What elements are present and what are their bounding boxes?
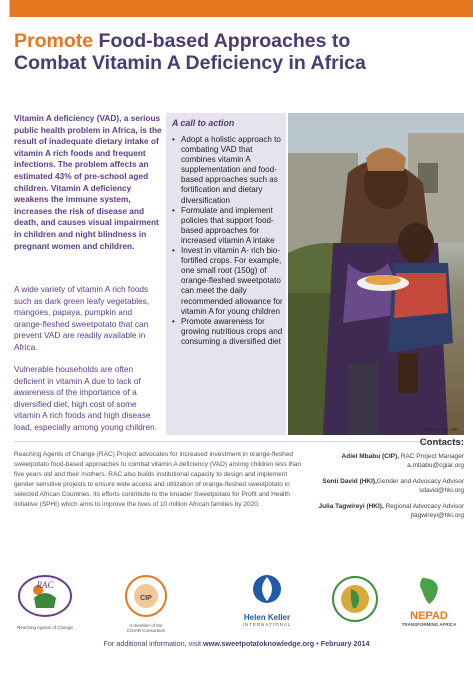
au-logo: [330, 574, 380, 629]
nepad-logo: [394, 574, 464, 627]
bullet-icon: •: [172, 135, 175, 144]
orange-header-band: [0, 0, 473, 17]
hki-logo-name: Helen Keller: [243, 613, 291, 622]
footer-link[interactable]: www.sweetpotatoknowledge.org: [203, 639, 315, 648]
top-bar: [0, 0, 473, 17]
contact-entry: [289, 502, 464, 520]
intro-paragraph: Vitamin A deficiency (VAD), a serious public health problem in Africa, is the result of inadequate dietary intake of vitamin A rich foods and frequent infections. The problem affects an estimated 43% of pre-school aged children. Vitamin A deficiency weakens the immune system, increases the risk of disease and death, and causes visual impairment in children and night blindness in pregnant women and children.: [14, 113, 162, 251]
list-item-text: Formulate and implement policies that support food-based approaches for increased vitamin A intake: [181, 205, 275, 245]
footer: [0, 636, 473, 652]
list-item-text: Adopt a holistic approach to combating VAD that combines vitamin A supplementation and food-based approaches such as fortification and dietary diversification: [181, 135, 281, 205]
title-line1: Food-based Approaches to: [93, 30, 351, 52]
cip-emblem-icon: [122, 574, 170, 618]
hki-logo-sub: INTERNATIONAL: [242, 622, 292, 627]
african-union-emblem-icon: [330, 574, 380, 624]
contact-email[interactable]: jtagwireyi@hki.org: [410, 512, 464, 519]
list-item: [171, 135, 285, 206]
nepad-africa-icon: [394, 574, 464, 606]
cip-logo-mid: CIP: [140, 595, 152, 602]
rac-logo-sub: Reaching Agents of Change: [16, 625, 74, 630]
list-item-text: Invest in vitamin A- rich bio-fortified crops. For example, one small root (150g) of orange-fleshed sweetpotato can meet the daily recommended allowance for vitamin A for young children: [181, 246, 283, 316]
contact-email[interactable]: a.mbabu@cgiar.org: [407, 462, 464, 469]
contact-role: Gender and Advocacy Advisor: [376, 478, 464, 485]
rac-description: Reaching Agents of Change (RAC) Project advocates for increased investment in orange-fleshed sweetpotato food-based approaches to combat vitamin A deficiency (VAD) among children less than five years old and their mothers. RAC also builds institutional capacity to design and implement gender sensitive projects to ensure wide access and utilization of orange-fleshed sweetpotato in selected African Countries. Its efforts contribute to the broader Sweetpotato for Profit and Health Initiative (SPHI) which aims to improve the lives of 10 million African families by 2020.: [14, 451, 302, 508]
photo-illustration: [288, 113, 464, 435]
page-title: [14, 30, 464, 74]
contact-email[interactable]: sdavid@hki.org: [419, 487, 464, 494]
nepad-logo-sub: TRANSFORMING AFRICA: [401, 622, 457, 627]
contact-role: RAC Project Manager: [398, 453, 464, 460]
bullet-icon: •: [172, 316, 175, 326]
households-paragraph: Vulnerable households are often deficient in vitamin A due to lack of awareness of the importance of a diversified diet, high cost of some vitamin A rich foods and high disease load, especially among young children.: [14, 364, 157, 432]
hki-emblem-icon: [222, 574, 312, 608]
call-to-action-list: [171, 135, 285, 347]
foods-paragraph: A wide variety of vitamin A rich foods such as dark green leafy vegetables, mangoes, papaya, pumpkin and orange-fleshed sweetpotato that can prevent VAD are readily available in Africa.: [14, 284, 150, 352]
contact-name: Sonii David (HKI),: [322, 478, 377, 485]
list-item: [171, 317, 285, 347]
bottom-bar: [0, 655, 473, 673]
cip-logo: [122, 574, 170, 633]
rac-logo: [16, 574, 74, 630]
title-line2: Combat Vitamin A Deficiency in Africa: [14, 52, 366, 74]
contact-name: Julia Tagwireyi (HKI),: [318, 503, 384, 510]
list-item: [171, 206, 285, 246]
contacts-heading: Contacts:: [419, 437, 464, 448]
contact-name: Adiel Mbabu (CIP),: [341, 453, 399, 460]
rac-emblem-icon: [16, 574, 74, 620]
footer-separator: •: [314, 639, 321, 648]
call-to-action-heading: A call to action: [172, 118, 235, 128]
rac-logo-label: RAC: [36, 580, 54, 590]
contact-entry: [289, 452, 464, 470]
title-accent: Promote: [14, 30, 94, 52]
mother-child-photo: [288, 113, 464, 435]
footer-date: February 2014: [320, 639, 370, 648]
hki-logo: [222, 574, 312, 627]
bullet-icon: •: [172, 246, 175, 256]
call-to-action-box: [166, 113, 286, 435]
nepad-logo-name: NEPAD: [410, 610, 448, 622]
contacts-section: [289, 437, 464, 527]
contact-role: Regional Advocacy Advisor: [383, 503, 464, 510]
bullet-icon: •: [172, 205, 175, 215]
photo-credit: Photo Credit: HKI: [422, 427, 458, 432]
cip-logo-sub: A member of the CGIAR Consortium: [126, 623, 166, 633]
list-item-text: Promote awareness for growing nutritious crops and consuming a diversified diet: [181, 316, 283, 346]
partner-logos: [14, 574, 464, 634]
contact-entry: [289, 477, 464, 495]
footer-prefix: For additional information, visit: [103, 639, 204, 648]
list-item: [171, 246, 285, 317]
